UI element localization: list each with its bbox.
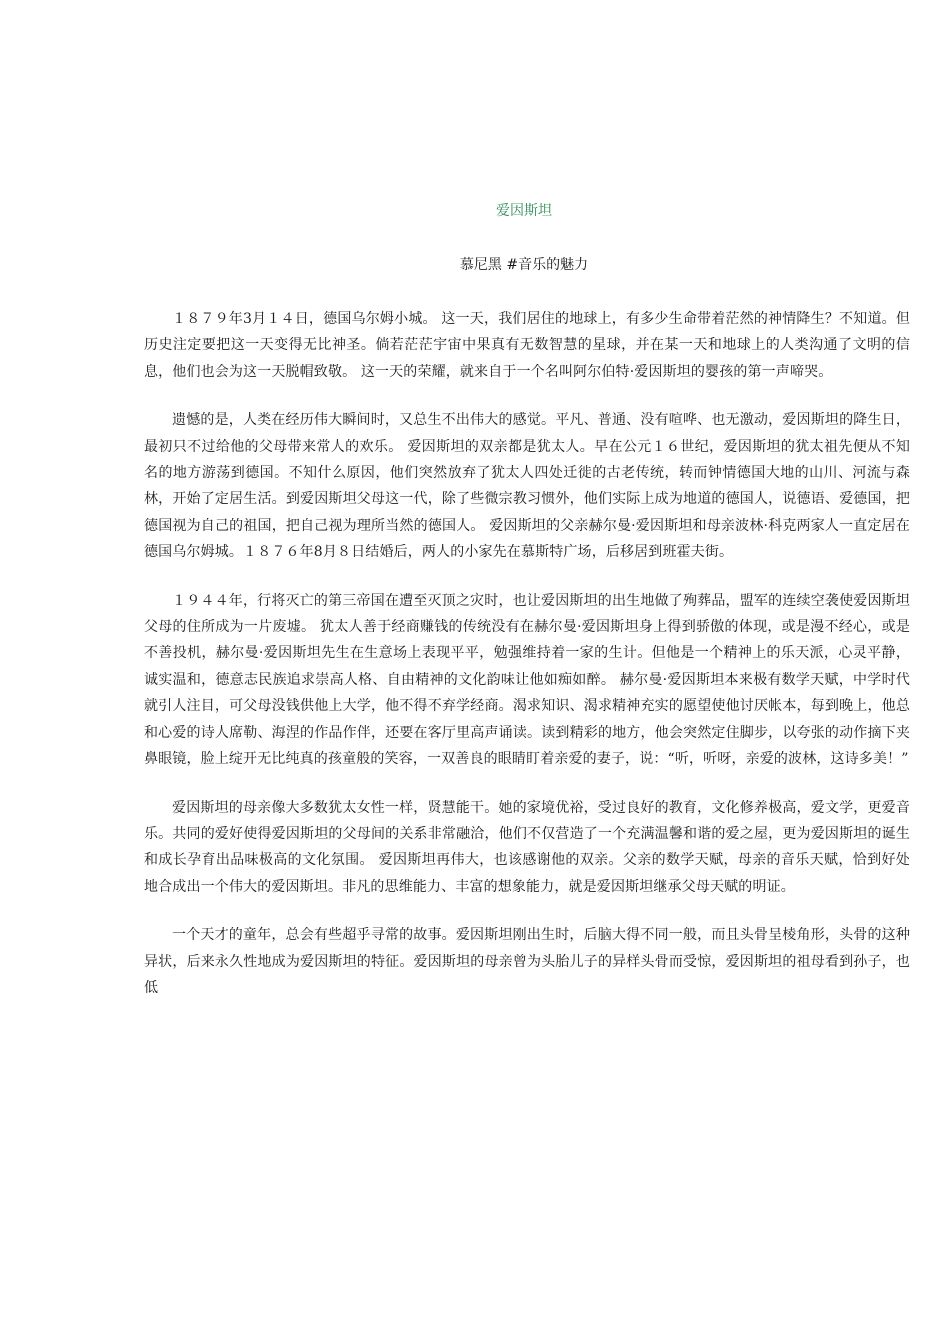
paragraph: 爱因斯坦的母亲像大多数犹太女性一样，贤慧能干。她的家境优裕，受过良好的教育，文化修养极高，爱文学，更爱音乐。共同的爱好使得爱因斯坦的父母间的关系非常融洽，他们不仅营造了一个充满温馨和谐的爱之屋，更为爱因斯坦的诞生和成长孕育出品味极高的文化氛围。 爱因斯坦再伟大，也该感谢他的双亲。父亲的数学天赋，母亲的音乐天赋，恰到好处地合成出一个伟大的爱因斯坦。非凡的思维能力、丰富的想象能力，就是爱因斯坦继承父母天赋的明证。 [144,799,910,895]
paragraph: 遗憾的是，人类在经历伟大瞬间时，又总生不出伟大的感觉。平凡、普通、没有喧哗、也无激动，爱因斯坦的降生日，最初只不过给他的父母带来常人的欢乐。 爱因斯坦的双亲都是犹太人。早在公元１６世纪，爱因斯坦的犹太祖先便从不知名的地方游荡到德国。不知什么原因，他们突然放弃了犹太人四处迁徙的古老传统，转而钟情德国大地的山川、河流与森林，开始了定居生活。到爱因斯坦父母这一代，除了些微宗教习惯外，他们实际上成为地道的德国人，说德语、爱德国，把德国视为自己的祖国，把自己视为理所当然的德国人。 爱因斯坦的父亲赫尔曼·爱因斯坦和母亲波林·科克两家人一直定居在德国乌尔姆城。１８７６年8月８日结婚后，两人的小家先在慕斯特广场，后移居到班霍夫街。 [144,412,910,561]
document-title: 爱因斯坦 [496,203,552,219]
document-body [144,306,910,1023]
paragraph: １８７９年3月１４日，德国乌尔姆小城。 这一天，我们居住的地球上，有多少生命带着茫然的神情降生？不知道。但历史注定要把这一天变得无比神圣。倘若茫茫宇宙中果真有无数智慧的星球，并在某一天和地球上的人类沟通了文明的信息，他们也会为这一天脱帽致敬。 这一天的荣耀，就来自于一个名叫阿尔伯特·爱因斯坦的婴孩的第一声啼哭。 [144,311,910,380]
paragraph: 一个天才的童年，总会有些超乎寻常的故事。爱因斯坦刚出生时，后脑大得不同一般，而且头骨呈棱角形，头骨的这种异状，后来永久性地成为爱因斯坦的特征。爱因斯坦的母亲曾为头胎儿子的异样头骨而受惊，爱因斯坦的祖母看到孙子，也低 [144,927,910,996]
paragraph: １９４４年，行将灭亡的第三帝国在遭至灭顶之灾时，也让爱因斯坦的出生地做了殉葬品，盟军的连续空袭使爱因斯坦父母的住所成为一片废墟。 犹太人善于经商赚钱的传统没有在赫尔曼·爱因斯坦身上得到骄傲的体现，或是漫不经心，或是不善投机，赫尔曼·爱因斯坦先生在生意场上表现平平，勉强维持着一家的生计。但他是一个精神上的乐天派，心灵平静，诚实温和，德意志民族追求崇高人格、自由精神的文化韵味让他如痴如醉。 赫尔曼·爱因斯坦本来极有数学天赋，中学时代就引人注目，可父母没钱供他上大学，他不得不弃学经商。渴求知识、渴求精神充实的愿望使他讨厌帐本，每到晚上，他总和心爱的诗人席勒、海涅的作品作伴，还要在客厅里高声诵读。读到精彩的地方，他会突然定住脚步，以夸张的动作摘下夹鼻眼镜，脸上绽开无比纯真的孩童般的笑容，一双善良的眼睛盯着亲爱的妻子，说：“听，听呀，亲爱的波林，这诗多美！” [144,592,910,768]
document-subtitle: 慕尼黑 #音乐的魅力 [459,257,589,273]
